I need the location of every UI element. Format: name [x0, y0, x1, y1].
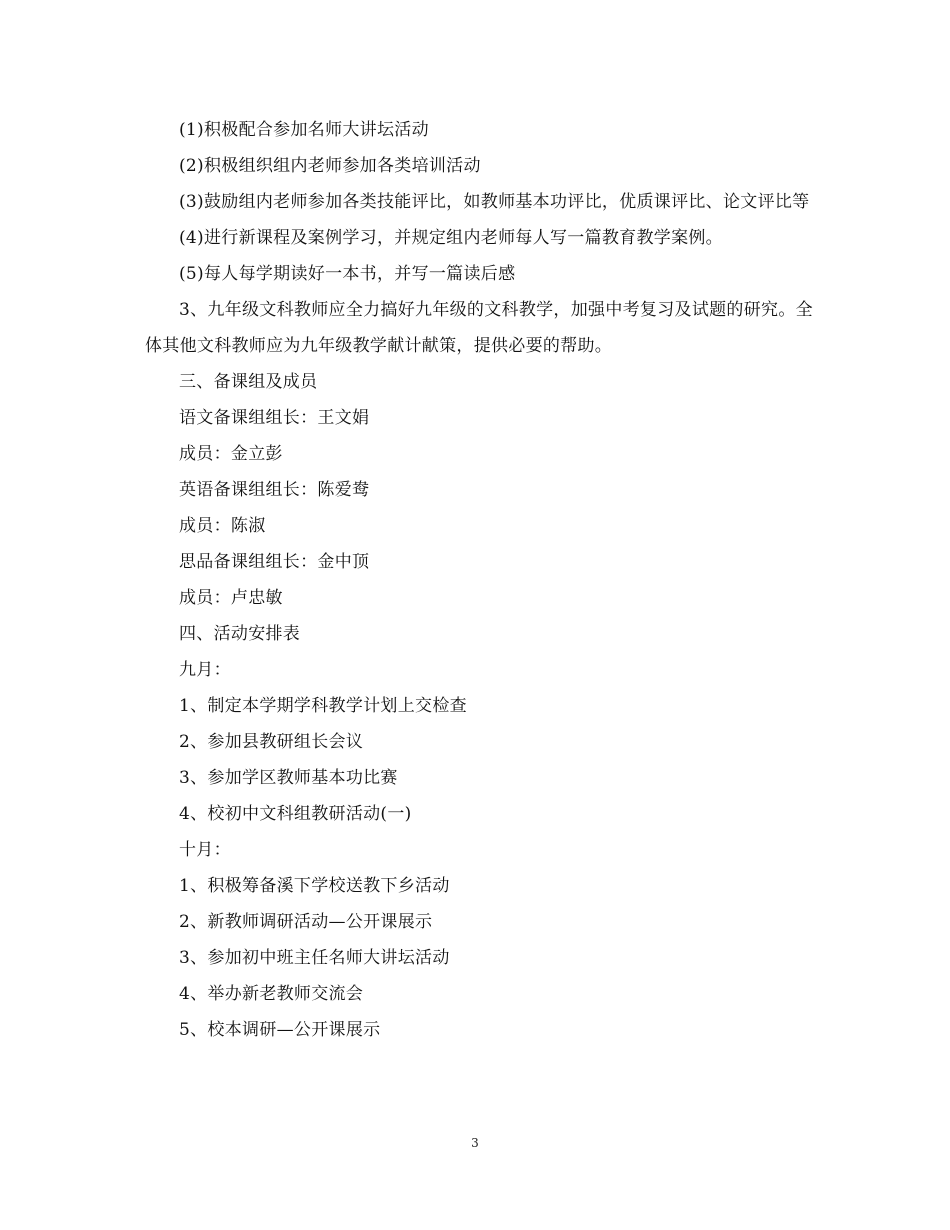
section-heading-3: 三、备课组及成员	[179, 372, 318, 392]
paragraph-25: 5、校本调研—公开课展示	[179, 1020, 381, 1040]
paragraph-3: (3)鼓励组内老师参加各类技能评比，如教师基本功评比，优质课评比、论文评比等	[179, 192, 810, 212]
paragraph-4: (4)进行新课程及案例学习，并规定组内老师每人写一篇教育教学案例。	[179, 228, 723, 248]
paragraph-13: 成员：卢忠敏	[179, 588, 283, 608]
paragraph-21: 1、积极筹备溪下学校送教下乡活动	[179, 876, 450, 896]
paragraph-11: 成员：陈淑	[179, 516, 266, 536]
paragraph-2: (2)积极组织组内老师参加各类培训活动	[179, 156, 481, 176]
paragraph-23: 3、参加初中班主任名师大讲坛活动	[179, 948, 450, 968]
paragraph-10: 英语备课组组长：陈爱鸯	[179, 480, 370, 500]
paragraph-5: (5)每人每学期读好一本书，并写一篇读后感	[179, 264, 516, 284]
paragraph-9: 成员：金立彭	[179, 444, 283, 464]
paragraph-22: 2、新教师调研活动—公开课展示	[179, 912, 433, 932]
paragraph-18: 3、参加学区教师基本功比赛	[179, 768, 398, 788]
paragraph-24: 4、举办新老教师交流会	[179, 984, 364, 1004]
document-body	[145, 112, 815, 1048]
paragraph-16: 1、制定本学期学科教学计划上交检查	[179, 696, 467, 716]
page-number: 3	[471, 1136, 479, 1150]
month-september: 九月：	[179, 660, 231, 680]
paragraph-8: 语文备课组组长：王文娟	[179, 408, 370, 428]
paragraph-19: 4、校初中文科组教研活动(一)	[179, 804, 412, 824]
paragraph-12: 思品备课组组长：金中顶	[179, 552, 370, 572]
paragraph-6: 3、九年级文科教师应全力搞好九年级的文科教学，加强中考复习及试题的研究。全体其他文科教师应为九年级教学献计献策，提供必要的帮助。	[145, 300, 813, 356]
paragraph-1: (1)积极配合参加名师大讲坛活动	[179, 120, 429, 140]
section-heading-4: 四、活动安排表	[179, 624, 301, 644]
month-october: 十月：	[179, 840, 231, 860]
paragraph-17: 2、参加县教研组长会议	[179, 732, 364, 752]
